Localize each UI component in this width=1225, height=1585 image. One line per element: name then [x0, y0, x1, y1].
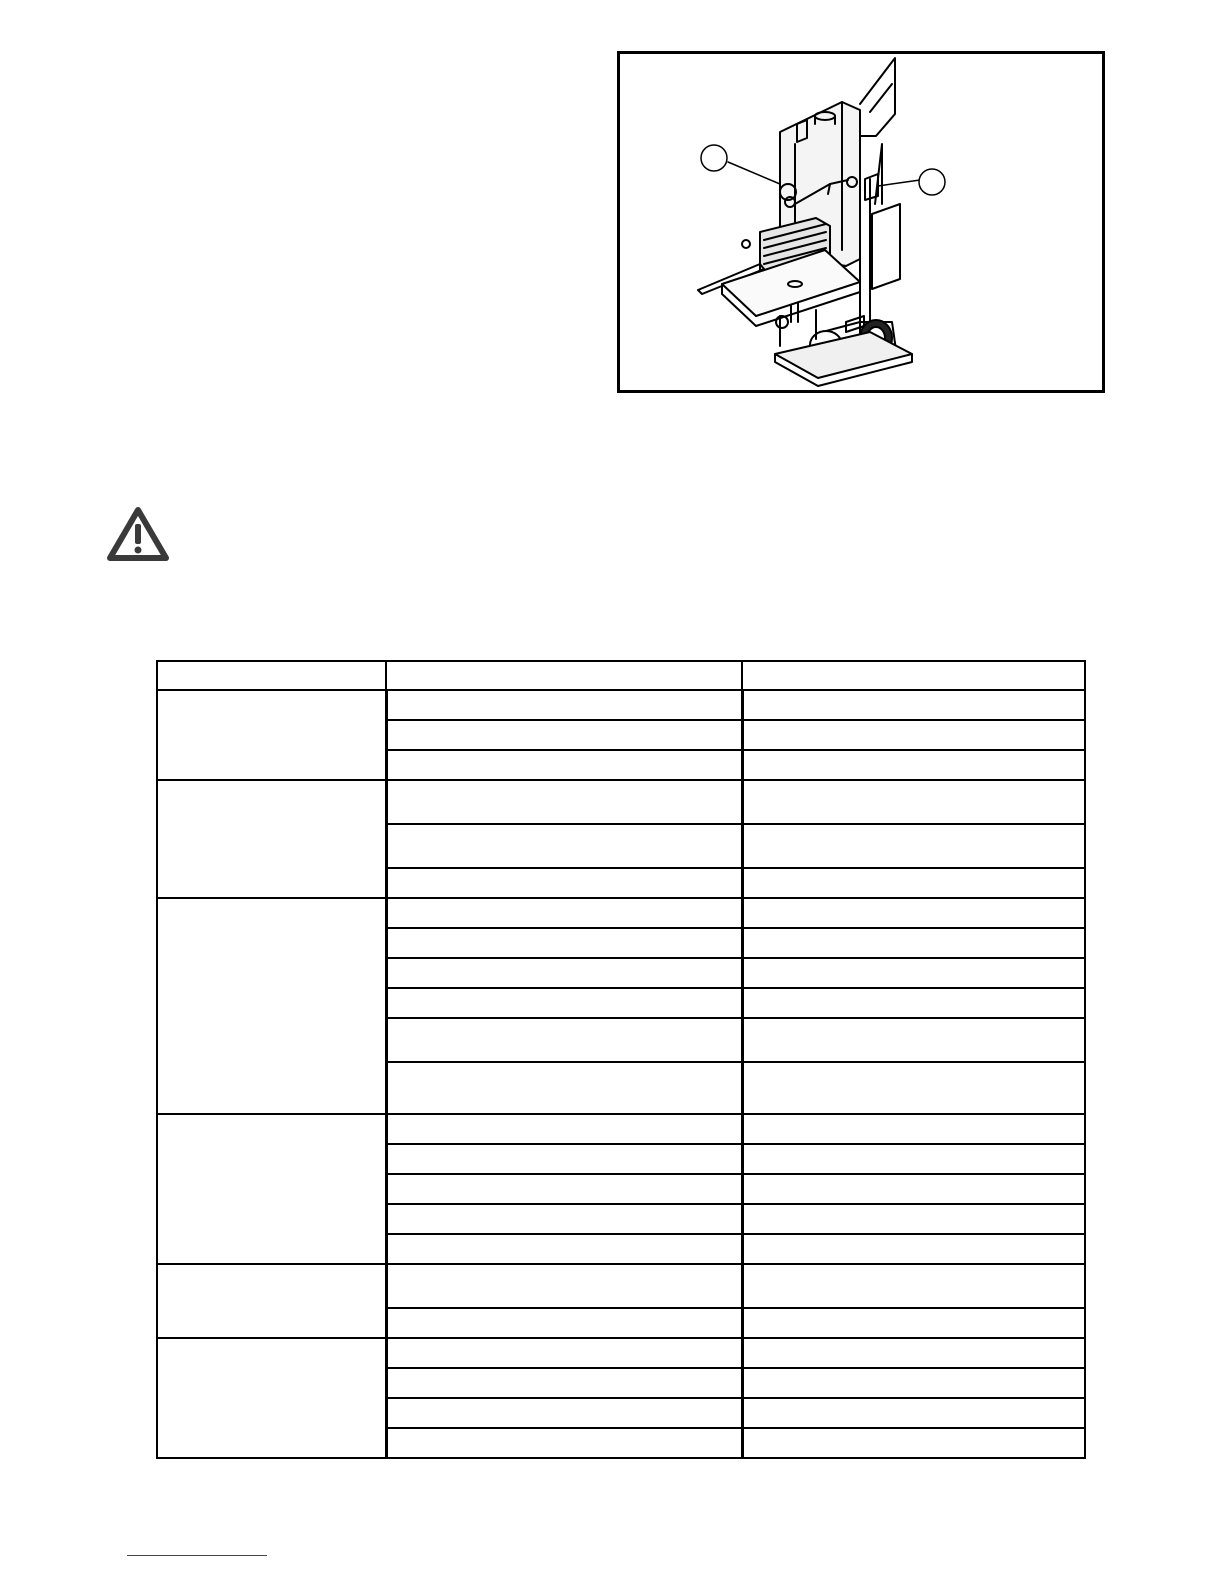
problem-cell	[157, 690, 386, 780]
header-cause	[386, 661, 742, 690]
table-row	[157, 898, 1085, 928]
problem-cell	[157, 1338, 386, 1458]
remedy-cell	[742, 1204, 1085, 1234]
remedy-cell	[742, 720, 1085, 750]
remedy-cell	[742, 958, 1085, 988]
table-row	[157, 1114, 1085, 1144]
cause-cell	[386, 868, 742, 898]
remedy-cell	[742, 780, 1085, 824]
cause-cell	[386, 1174, 742, 1204]
remedy-cell	[742, 1062, 1085, 1114]
problem-cell	[157, 898, 386, 1114]
remedy-cell	[742, 1018, 1085, 1062]
remedy-cell	[742, 928, 1085, 958]
cause-cell	[386, 1234, 742, 1264]
problem-cell	[157, 1264, 386, 1338]
warning-triangle-icon	[106, 506, 170, 562]
cause-cell	[386, 1368, 742, 1398]
remedy-cell	[742, 1308, 1085, 1338]
table-row	[157, 690, 1085, 720]
cause-cell	[386, 1428, 742, 1458]
remedy-cell	[742, 1234, 1085, 1264]
remedy-cell	[742, 1398, 1085, 1428]
footnote-rule	[127, 1555, 267, 1556]
cause-cell	[386, 1144, 742, 1174]
remedy-cell	[742, 1264, 1085, 1308]
remedy-cell	[742, 1368, 1085, 1398]
cause-cell	[386, 750, 742, 780]
remedy-cell	[742, 988, 1085, 1018]
cause-cell	[386, 898, 742, 928]
remedy-cell	[742, 1144, 1085, 1174]
remedy-cell	[742, 690, 1085, 720]
cause-cell	[386, 1338, 742, 1368]
cause-cell	[386, 1114, 742, 1144]
table-row	[157, 1264, 1085, 1308]
cause-cell	[386, 928, 742, 958]
cause-cell	[386, 1308, 742, 1338]
cause-cell	[386, 780, 742, 824]
remedy-cell	[742, 1428, 1085, 1458]
cause-cell	[386, 958, 742, 988]
remedy-cell	[742, 1174, 1085, 1204]
remedy-cell	[742, 1338, 1085, 1368]
header-remedy	[742, 661, 1085, 690]
cause-cell	[386, 720, 742, 750]
cause-cell	[386, 1018, 742, 1062]
bandsaw-figure	[617, 51, 1105, 393]
problem-cell	[157, 1114, 386, 1264]
cause-cell	[386, 824, 742, 868]
callout-2	[919, 169, 945, 195]
cause-cell	[386, 988, 742, 1018]
cause-cell	[386, 1062, 742, 1114]
cause-cell	[386, 1398, 742, 1428]
table-body	[157, 690, 1085, 1458]
remedy-cell	[742, 824, 1085, 868]
remedy-cell	[742, 898, 1085, 928]
remedy-cell	[742, 750, 1085, 780]
troubleshooting-table	[156, 660, 1086, 1459]
problem-cell	[157, 780, 386, 898]
remedy-cell	[742, 868, 1085, 898]
cause-cell	[386, 690, 742, 720]
cause-cell	[386, 1264, 742, 1308]
cause-cell	[386, 1204, 742, 1234]
header-problem	[157, 661, 386, 690]
table-row	[157, 780, 1085, 824]
table-row	[157, 1338, 1085, 1368]
remedy-cell	[742, 1114, 1085, 1144]
callout-1	[701, 145, 727, 171]
bandsaw-drawing	[620, 54, 1102, 390]
table-header-row	[157, 661, 1085, 690]
